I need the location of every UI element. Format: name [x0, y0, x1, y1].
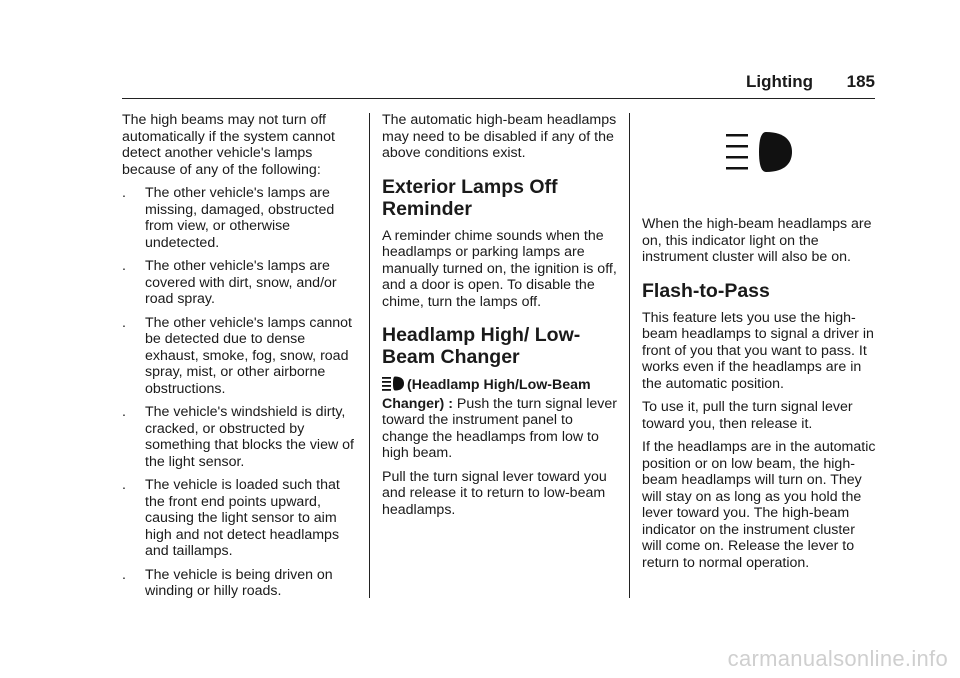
bullet-marker: .	[122, 185, 126, 201]
bullet-marker: .	[122, 404, 126, 420]
high-beam-icon	[382, 376, 404, 396]
list-item	[122, 477, 362, 560]
heading-beam-changer: Headlamp High/ Low-Beam Changer	[382, 324, 581, 368]
paragraph: The automatic high-beam headlamps may need to be disabled if any of the above conditions exist.	[382, 112, 617, 161]
page-number: 185	[846, 72, 875, 91]
bullet-marker: .	[122, 258, 126, 274]
column-divider	[629, 113, 630, 598]
paragraph: Pull the turn signal lever toward you and release it to return to low-beam headlamps.	[382, 468, 607, 518]
indicator-figure	[642, 130, 878, 216]
page-header	[122, 72, 875, 99]
bullet-marker: .	[122, 566, 126, 583]
section-title: Lighting	[745, 72, 813, 91]
paragraph: A reminder chime sounds when the headlamps or parking lamps are manually turned on, the ignition is off, and a door is open. To disable the chime, turn the lamps off.	[382, 227, 617, 310]
paragraph: When the high-beam headlamps are on, this indicator light on the instrument cluster will also be on.	[642, 216, 872, 265]
list-item	[122, 315, 362, 398]
column-right	[642, 112, 878, 578]
list-item-text: The other vehicle's lamps are missing, damaged, obstructed from view, or otherwise undetected.	[145, 185, 335, 251]
heading-flash-to-pass: Flash-to-Pass	[642, 279, 770, 302]
intro-paragraph: The high beams may not turn off automatically if the system cannot detect another vehicle's lamps because of any of the following:	[122, 112, 335, 178]
list-item	[122, 567, 362, 600]
paragraph: This feature lets you use the high-beam headlamps to signal a driver in front of you that you want to pass. It works even if the headlamps are in the automatic position.	[642, 309, 874, 392]
column-middle	[382, 112, 618, 525]
list-item	[122, 185, 362, 251]
list-item-text: The other vehicle's lamps are covered with dirt, snow, and/or road spray.	[145, 258, 337, 307]
paragraph	[382, 376, 618, 462]
bullet-marker: .	[122, 477, 126, 493]
paragraph: To use it, pull the turn signal lever toward you, then release it.	[642, 399, 853, 432]
list-item	[122, 404, 362, 470]
paragraph: If the headlamps are in the automatic position or on low beam, the high-beam headlamps will turn on. They will stay on as long as you hold the lever toward you. The high-beam indicator on the instrument cluster will come on. Release the lever to return to normal operation.	[642, 439, 876, 571]
heading-reminder: Exterior Lamps Off Reminder	[382, 175, 558, 220]
column-left	[122, 112, 362, 607]
list-item-text: The vehicle is being driven on winding or hilly roads.	[145, 566, 333, 599]
list-item-text: The vehicle is loaded such that the front end points upward, causing the light sensor to aim high and not detect headlamps and taillamps.	[145, 477, 340, 559]
list-item	[122, 258, 362, 308]
high-beam-icon	[726, 130, 796, 176]
list-item-text: The other vehicle's lamps cannot be detected due to dense exhaust, smoke, fog, snow, road spray, mist, or other airborne obstructions.	[145, 314, 352, 397]
changer-label: (Headlamp High/Low-Beam Changer) :	[382, 377, 591, 412]
bullet-marker: .	[122, 314, 126, 331]
list-item-text: The vehicle's windshield is dirty, cracked, or obstructed by something that blocks the view of the light sensor.	[145, 404, 354, 470]
changer-text: Push the turn signal lever toward the instrument panel to change the headlamps from low to high beam.	[382, 395, 617, 461]
column-divider	[369, 113, 370, 598]
watermark: carmanualsonline.info	[727, 646, 948, 671]
